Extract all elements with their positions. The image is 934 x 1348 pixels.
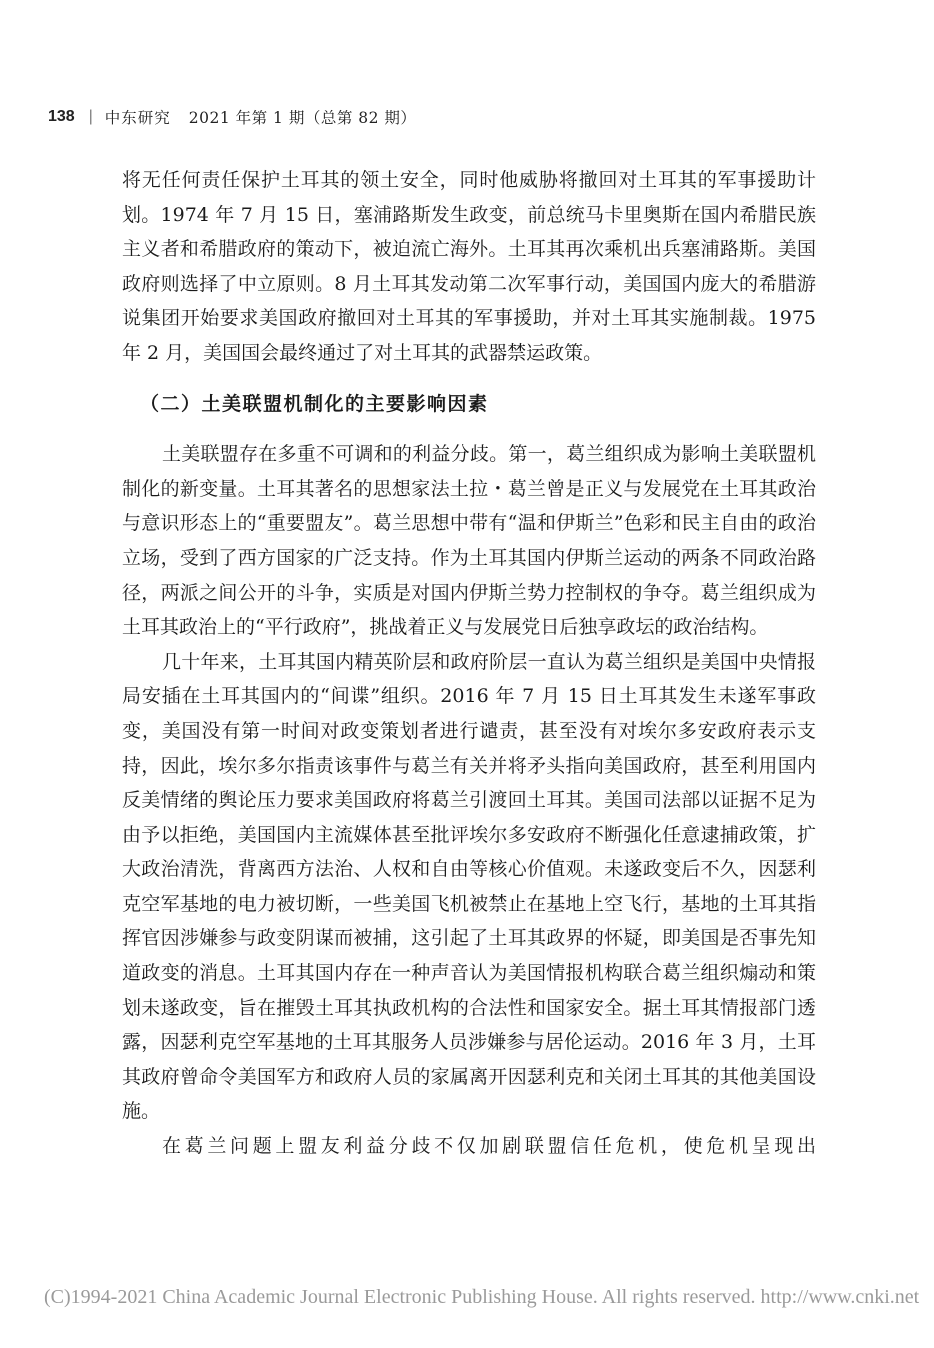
article-body [122,163,816,1164]
paragraph-gulen-variable: 土美联盟存在多重不可调和的利益分歧。第一，葛兰组织成为影响土美联盟机制化的新变量。土耳其著名的思想家法土拉・葛兰曾是正义与发展党在土耳其政治与意识形态上的“重要盟友”。葛兰思想中带有“温和伊斯兰”色彩和民主自由的政治立场，受到了西方国家的广泛支持。作为土耳其国内伊斯兰运动的两条不同政治路径，两派之间公开的斗争，实质是对国内伊斯兰势力控制权的争夺。葛兰组织成为土耳其政治上的“平行政府”，挑战着正义与发展党日后独享政坛的政治结构。 [122,443,816,639]
journal-name: 中东研究 [104,109,171,127]
paragraph-trust-crisis: 在葛兰问题上盟友利益分歧不仅加剧联盟信任危机，使危机呈现出 [162,1135,816,1158]
section-heading: （二）土美联盟机制化的主要影响因素 [140,392,489,415]
header-separator: | [88,108,93,125]
running-header [48,104,416,130]
issue-info: 2021 年第 1 期（总第 82 期） [188,109,417,127]
copyright-watermark: (C)1994-2021 China Academic Journal Electronic Publishing House. All rights reserved. http://www.cnki.net [44,1286,920,1308]
paragraph-coup-attempt: 几十年来，土耳其国内精英阶层和政府阶层一直认为葛兰组织是美国中央情报局安插在土耳其国内的“间谍”组织。2016 年 7 月 15 日土耳其发生未遂军事政变，美国没有第一时间对政变策划者进行谴责，甚至没有对埃尔多安政府表示支持，因此，埃尔多尔指责该事件与葛兰有关并将矛头指向美国政府，甚至利用国内反美情绪的舆论压力要求美国政府将葛兰引渡回土耳其。美国司法部以证据不足为由予以拒绝，美国国内主流媒体甚至批评埃尔多安政府不断强化任意逮捕政策，扩大政治清洗，背离西方法治、人权和自由等核心价值观。未遂政变后不久，因瑟利克空军基地的电力被切断，一些美国飞机被禁止在基地上空飞行，基地的土耳其指挥官因涉嫌参与政变阴谋而被捕，这引起了土耳其政界的怀疑，即美国是否事先知道政变的消息。土耳其国内存在一种声音认为美国情报机构联合葛兰组织煽动和策划未遂政变，旨在摧毁土耳其执政机构的合法性和国家安全。据土耳其情报部门透露，因瑟利克空军基地的土耳其服务人员涉嫌参与居伦运动。2016 年 3 月，土耳其政府曾命令美国军方和政府人员的家属离开因瑟利克和关闭土耳其的其他美国设施。 [122,650,816,1123]
page-number: 138 [48,108,75,125]
paragraph-continued: 将无任何责任保护土耳其的领土安全，同时他威胁将撤回对土耳其的军事援助计划。1974 年 7 月 15 日，塞浦路斯发生政变，前总统马卡里奥斯在国内希腊民族主义者和希腊政府的策动下，被迫流亡海外。土耳其再次乘机出兵塞浦路斯。美国政府则选择了中立原则。8 月土耳其发动第二次军事行动，美国国内庞大的希腊游说集团开始要求美国政府撤回对土耳其的军事援助，并对土耳其实施制裁。1975 年 2 月，美国国会最终通过了对土耳其的武器禁运政策。 [122,169,816,364]
